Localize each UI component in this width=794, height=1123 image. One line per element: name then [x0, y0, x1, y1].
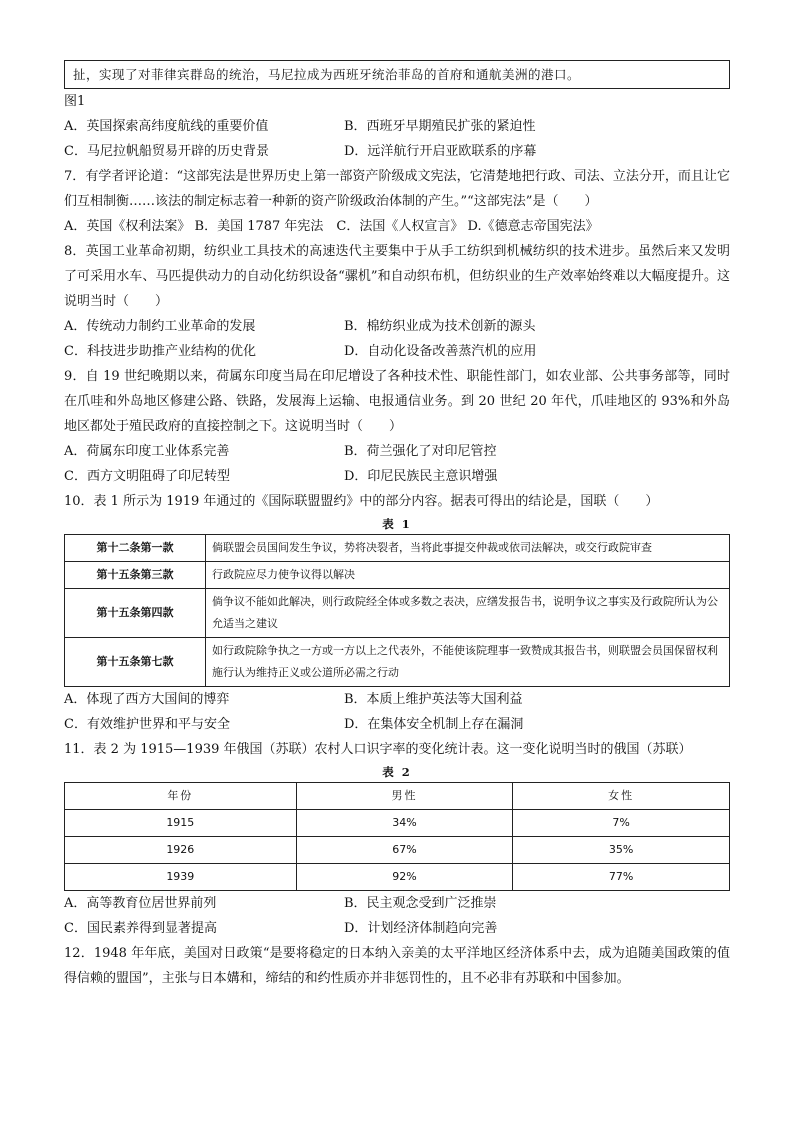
table1-caption: 表 1 [382, 517, 412, 531]
q11-options [64, 891, 730, 941]
q9-option-d[interactable]: D．印尼民族民主意识增强 [344, 469, 498, 484]
table2-year: 1939 [65, 864, 297, 891]
table2-header-female: 女性 [513, 783, 730, 810]
q6-option-d[interactable]: D．远洋航行开启亚欧联系的序幕 [344, 144, 537, 159]
table2-year: 1926 [65, 837, 297, 864]
q12-stem: 12．1948 年年底，美国对日政策“是要将稳定的日本纳入亲美的太平洋地区经济体系中去，成为追随美国政策的值得信赖的盟国”，主张与日本媾和，缔结的和约性质亦并非惩罚性的，且不必非有苏联和中国参加。 [64, 946, 730, 986]
table-row [65, 535, 730, 562]
q9-stem: 9．自 19 世纪晚期以来，荷属东印度当局在印尼增设了各种技术性、职能性部门，如农业部、公共事务部等，同时在爪哇和外岛地区修建公路、铁路，发展海上运输、电报通信业务。到 20 世纪 20 年代，爪哇地区的 93%和外岛地区都处于殖民政府的直接控制之下。这说明当时（ ） [64, 369, 730, 434]
table2 [64, 782, 730, 891]
table-row [65, 864, 730, 891]
table2-male: 67% [296, 837, 513, 864]
table1-content: 行政院应尽力使争议得以解决 [206, 562, 730, 589]
q8-option-c[interactable]: C．科技进步助推产业结构的优化 [64, 344, 256, 359]
q8-stem: 8．英国工业革命初期，纺织业工具技术的高速迭代主要集中于从手工纺织到机械纺织的技术进步。虽然后来又发明了可采用水车、马匹提供动力的自动化纺织设备“骡机”和自动织布机，但纺织业的生产效率始终难以大幅度提升。这说明当时（ ） [64, 244, 730, 309]
q11-option-d[interactable]: D．计划经济体制趋向完善 [344, 921, 498, 936]
q11-option-b[interactable]: B．民主观念受到广泛推崇 [344, 896, 497, 911]
q11-stem: 11．表 2 为 1915—1939 年俄国（苏联）农村人口识字率的变化统计表。这一变化说明当时的俄国（苏联） [64, 742, 692, 757]
q10-option-a[interactable]: A．体现了西方大国间的博弈 [64, 692, 230, 707]
q7-options[interactable]: A．英国《权利法案》 B．美国 1787 年宪法 C．法国《人权宣言》 D.《德意志帝国宪法》 [64, 219, 599, 234]
table1-content: 如行政院除争执之一方或一方以上之代表外，不能使该院理事一致赞成其报告书，则联盟会员国保留权利施行认为维持正义或公道所必需之行动 [206, 638, 730, 687]
table2-female: 7% [513, 810, 730, 837]
table-row [65, 562, 730, 589]
q8-option-d[interactable]: D．自动化设备改善蒸汽机的应用 [344, 344, 537, 359]
q6-option-c[interactable]: C．马尼拉帆船贸易开辟的历史背景 [64, 144, 269, 159]
q6-options [64, 114, 730, 164]
table2-female: 77% [513, 864, 730, 891]
table-header-row [65, 783, 730, 810]
table-row [65, 589, 730, 638]
table1 [64, 534, 730, 687]
table-row [65, 638, 730, 687]
q6-option-b[interactable]: B．西班牙早期殖民扩张的紧迫性 [344, 119, 536, 134]
figure-label: 图1 [64, 94, 86, 109]
table2-header-year: 年份 [65, 783, 297, 810]
q7-stem: 7．有学者评论道：“这部宪法是世界历史上第一部资产阶级成文宪法，它清楚地把行政、司法、立法分开，而且让它们互相制衡……该法的制定标志着一种新的资产阶级政治体制的产生。”“这部宪法”是（ ） [64, 169, 730, 209]
table-row [65, 810, 730, 837]
q6-material-box: 扯，实现了对菲律宾群岛的统治，马尼拉成为西班牙统治菲岛的首府和通航美洲的港口。 [64, 60, 730, 89]
table1-content: 倘联盟会员国间发生争议，势将决裂者，当将此事提交仲裁或依司法解决，或交行政院审查 [206, 535, 730, 562]
table2-female: 35% [513, 837, 730, 864]
q10-stem: 10．表 1 所示为 1919 年通过的《国际联盟盟约》中的部分内容。据表可得出的结论是，国联（ ） [64, 494, 659, 509]
q10-options [64, 687, 730, 737]
q10-option-c[interactable]: C．有效维护世界和平与安全 [64, 717, 230, 732]
table-row [65, 837, 730, 864]
q8-options [64, 314, 730, 364]
table1-article: 第十五条第三款 [65, 562, 206, 589]
table1-article: 第十五条第四款 [65, 589, 206, 638]
table1-article: 第十二条第一款 [65, 535, 206, 562]
q8-option-b[interactable]: B．棉纺织业成为技术创新的源头 [344, 319, 536, 334]
q9-options [64, 439, 730, 489]
q8-option-a[interactable]: A．传统动力制约工业革命的发展 [64, 319, 256, 334]
table1-article: 第十五条第七款 [65, 638, 206, 687]
q11-option-c[interactable]: C．国民素养得到显著提高 [64, 921, 217, 936]
table2-header-male: 男性 [296, 783, 513, 810]
q6-option-a[interactable]: A．英国探索高纬度航线的重要价值 [64, 119, 269, 134]
table2-male: 34% [296, 810, 513, 837]
table2-caption: 表 2 [382, 765, 412, 779]
exam-page [64, 60, 730, 991]
q9-option-a[interactable]: A．荷属东印度工业体系完善 [64, 444, 230, 459]
table1-content: 倘争议不能如此解决，则行政院经全体或多数之表决，应缮发报告书，说明争议之事实及行政院所认为公允适当之建议 [206, 589, 730, 638]
table2-year: 1915 [65, 810, 297, 837]
q10-option-d[interactable]: D．在集体安全机制上存在漏洞 [344, 717, 524, 732]
table2-male: 92% [296, 864, 513, 891]
q9-option-b[interactable]: B．荷兰强化了对印尼管控 [344, 444, 497, 459]
q11-option-a[interactable]: A．高等教育位居世界前列 [64, 896, 217, 911]
q9-option-c[interactable]: C．西方文明阻碍了印尼转型 [64, 469, 230, 484]
q10-option-b[interactable]: B．本质上维护英法等大国利益 [344, 692, 523, 707]
